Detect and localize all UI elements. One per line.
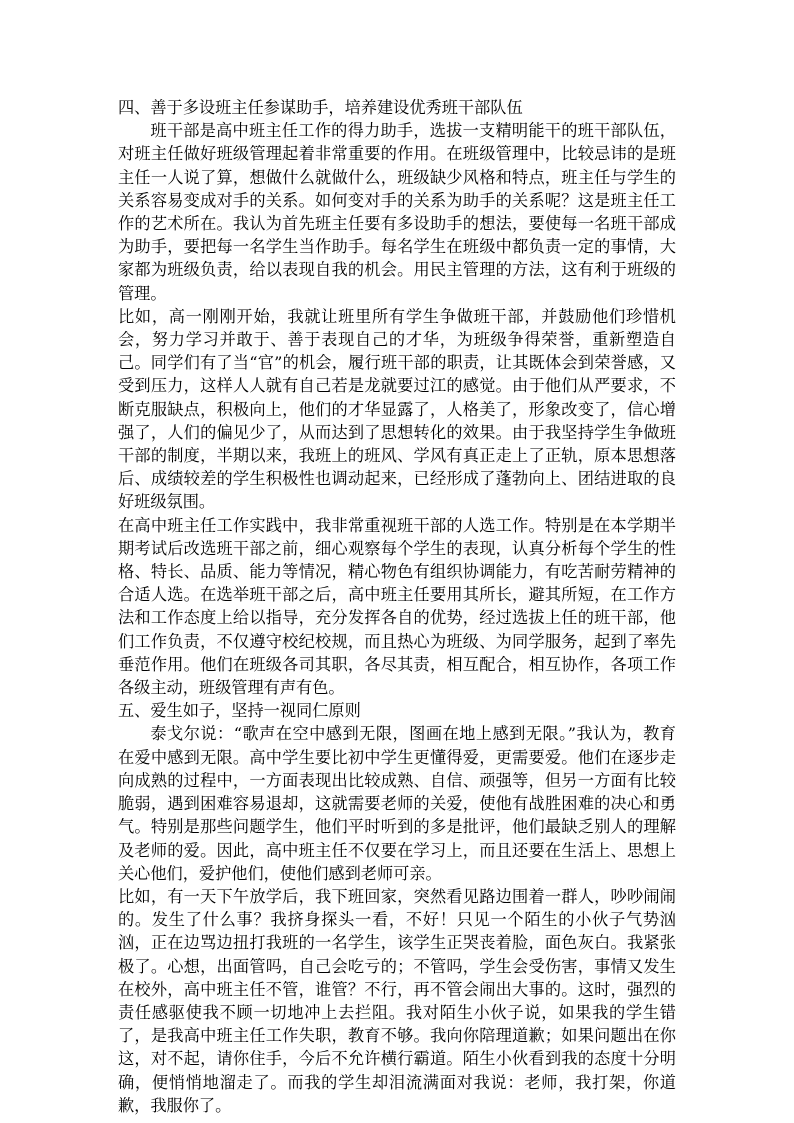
section-4-paragraph-2: 比如，高一刚刚开始，我就让班里所有学生争做班干部，并鼓励他们珍惜机会，努力学习并敢于、善于表现自己的才华，为班级争得荣誉，重新塑造自己。同学们有了当“官”的机会，履行班干部的职责，让其既体会到荣誉感，又受到压力，这样人人就有自己若是龙就要过江的感觉。由于他们从严要求，不断克服缺点，积极向上，他们的才华显露了，人格美了，形象改变了，信心增强了，人们的偏见少了，从而达到了思想转化的效果。由于我坚持学生争做班干部的制度，半期以来，我班上的班风、学风有真正走上了正轨，原本思想落后、成绩较差的学生积极性也调动起来，已经形成了蓬勃向上、团结进取的良好班级氛围。 (118, 306, 676, 512)
section-5-paragraph-2: 比如，有一天下午放学后，我下班回家，突然看见路边围着一群人，吵吵闹闹的。发生了什么事？我挤身探头一看，不好！只见一个陌生的小伙子气势汹汹，正在边骂边扭打我班的一名学生，该学生正哭丧着脸，面色灰白。我紧张极了。心想，出面管吗，自己会吃亏的；不管吗，学生会受伤害，事情又发生在校外，高中班主任不管，谁管？不行，再不管会闹出大事的。这时，强烈的责任感驱使我不顾一切地冲上去拦阻。我对陌生小伙子说，如果我的学生错了，是我高中班主任工作失职，教育不够。我向你陪理道歉；如果问题出在你这，对不起，请你住手，今后不允许横行霸道。陌生小伙看到我的态度十分明确，便悄悄地溜走了。而我的学生却泪流满面对我说：老师，我打架，你道歉，我服你了。 (118, 886, 676, 1115)
document-page (118, 96, 676, 1117)
section-4-heading: 四、善于多设班主任参谋助手，培养建设优秀班干部队伍 (118, 98, 523, 117)
section-5-heading: 五、爱生如子，坚持一视同仁原则 (118, 701, 361, 721)
section-5-paragraph-1: 泰戈尔说：“歌声在空中感到无限，图画在地上感到无限。”我认为，教育在爱中感到无限。高中学生要比初中学生更懂得爱，更需要爱。他们在逐步走向成熟的过程中，一方面表现出比较成熟、自信、顽强等，但另一方面有比较脆弱，遇到困难容易退却，这就需要老师的关爱，使他有战胜困难的决心和勇气。特别是那些问题学生，他们平时听到的多是批评，他们最缺乏别人的理解及老师的爱。因此，高中班主任不仅要在学习上，而且还要在生活上、思想上关心他们，爱护他们，使他们感到老师可亲。 (118, 724, 676, 883)
section-4-paragraph-1: 班干部是高中班主任工作的得力助手，选拔一支精明能干的班干部队伍，对班主任做好班级管理起着非常重要的作用。在班级管理中，比较忌讳的是班主任一人说了算，想做什么就做什么，班级缺少风格和特点，班主任与学生的关系容易变成对手的关系。如何变对手的关系为助手的关系呢？这是班主任工作的艺术所在。我认为首先班主任要有多设助手的想法，要使每一名班干部成为助手，要把每一名学生当作助手。每名学生在班级中都负责一定的事情，大家都为班级负责，给以表现自我的机会。用民主管理的方法，这有利于班级的管理。 (118, 121, 676, 303)
section-4-paragraph-3: 在高中班主任工作实践中，我非常重视班干部的人选工作。特别是在本学期半期考试后改选班干部之前，细心观察每个学生的表现，认真分析每个学生的性格、特长、品质、能力等情况，精心物色有组织协调能力，有吃苦耐劳精神的合适人选。在选举班干部之后，高中班主任要用其所长，避其所短，在工作方法和工作态度上给以指导，充分发挥各自的优势，经过选拔上任的班干部，他们工作负责，不仅遵守校纪校规，而且热心为班级、为同学服务，起到了率先垂范作用。他们在班级各司其职，各尽其责，相互配合，相互协作，各项工作各级主动，班级管理有声有色。 (118, 515, 676, 698)
